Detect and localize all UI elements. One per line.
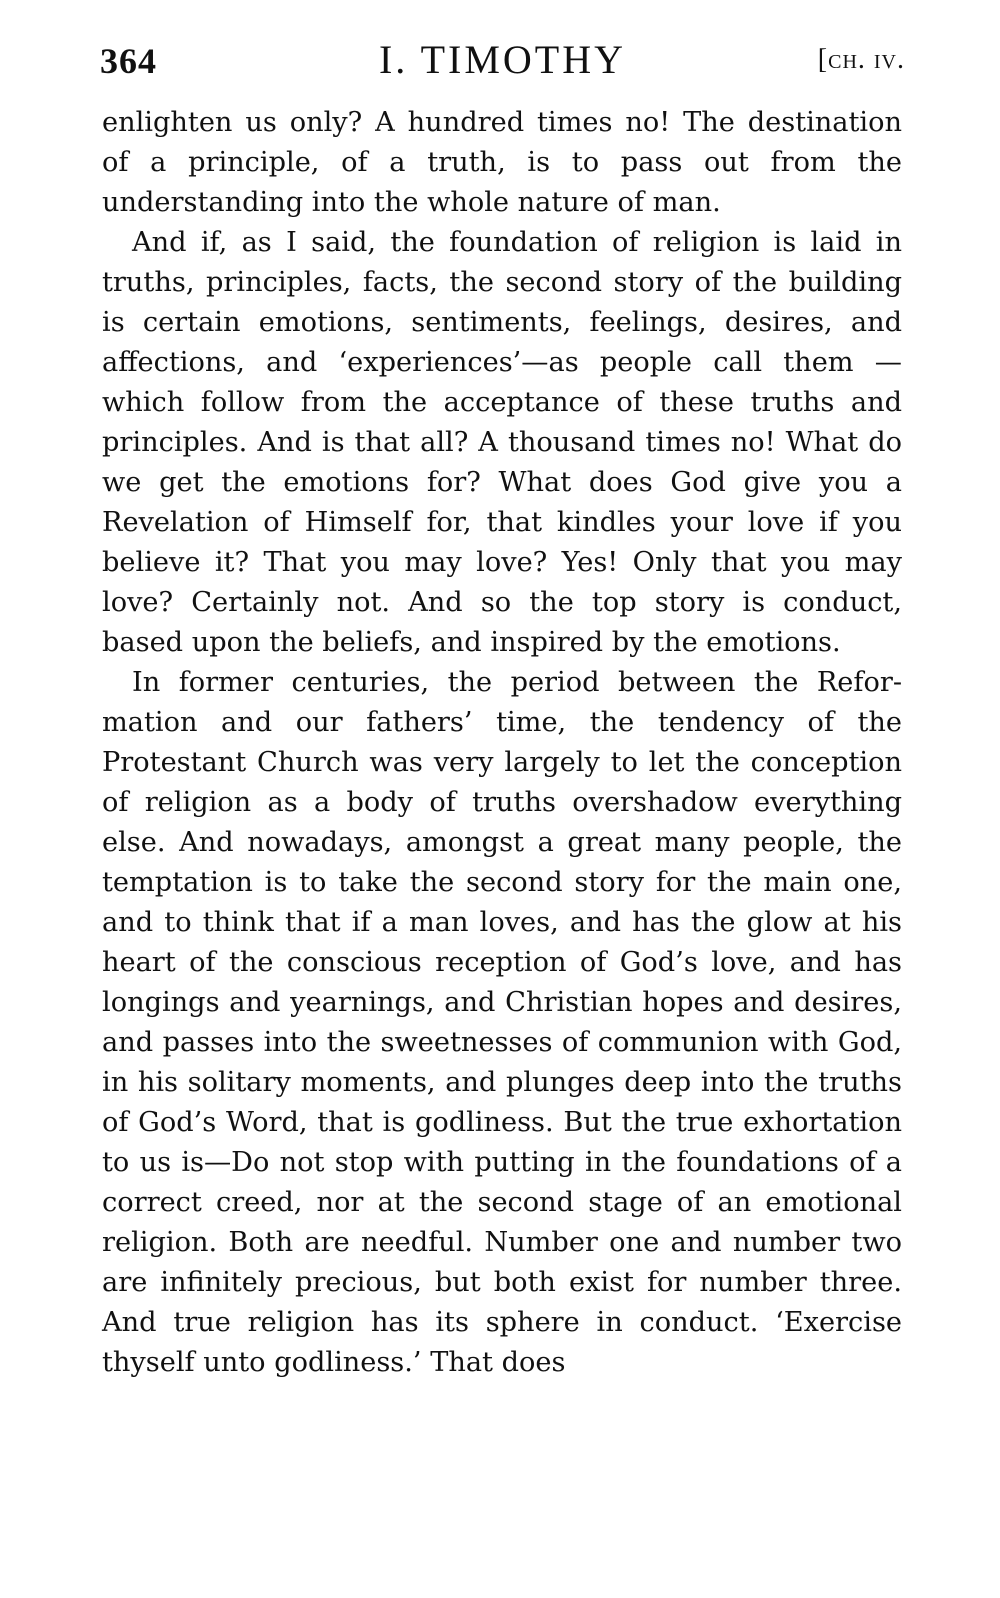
chapter-reference: [ch. iv. <box>817 44 905 75</box>
body-text <box>102 103 902 1383</box>
running-title: I. TIMOTHY <box>378 37 626 82</box>
paragraph-continuation: enlighten us only? A hundred times no! The destination of a principle, of a truth, is to pass out from the understanding into the whole nature of man. <box>102 107 902 218</box>
page-header <box>100 30 905 86</box>
page-number: 364 <box>100 41 157 81</box>
paragraph: In former centuries, the period between the Reformation and our fathers’ time, the tendency of the Protestant Church was very largely to let the conception of religion as a body of truths overshadow everything else. And nowadays, amongst a great many people, the temptation is to take the second story for the main one, and to think that if a man loves, and has the glow at his heart of the conscious reception of God’s love, and has longings and yearnings, and Christian hopes and desires, and passes into the sweetnesses of communion with God, in his solitary moments, and plunges deep into the truths of God’s Word, that is godliness. But the true exhortation to us is—Do not stop with putting in the foundations of a correct creed, nor at the second stage of an emotional religion. Both are needful. Number one and number two are infinitely precious, but both exist for number three. And true religion has its sphere in conduct. ‘Exercise thyself unto godliness.’ That does <box>102 667 902 1378</box>
paragraph: And if, as I said, the foundation of religion is laid in truths, principles, facts, the second story of the building is certain emotions, sentiments, feelings, desires, and affections, and ‘experiences’—as people call them —which follow from the acceptance of these truths and principles. And is that all? A thousand times no! What do we get the emotions for? What does God give you a Revelation of Himself for, that kindles your love if you believe it? That you may love? Yes! Only that you may love? Certainly not. And so the top story is conduct, based upon the beliefs, and inspired by the emotions. <box>102 227 902 658</box>
